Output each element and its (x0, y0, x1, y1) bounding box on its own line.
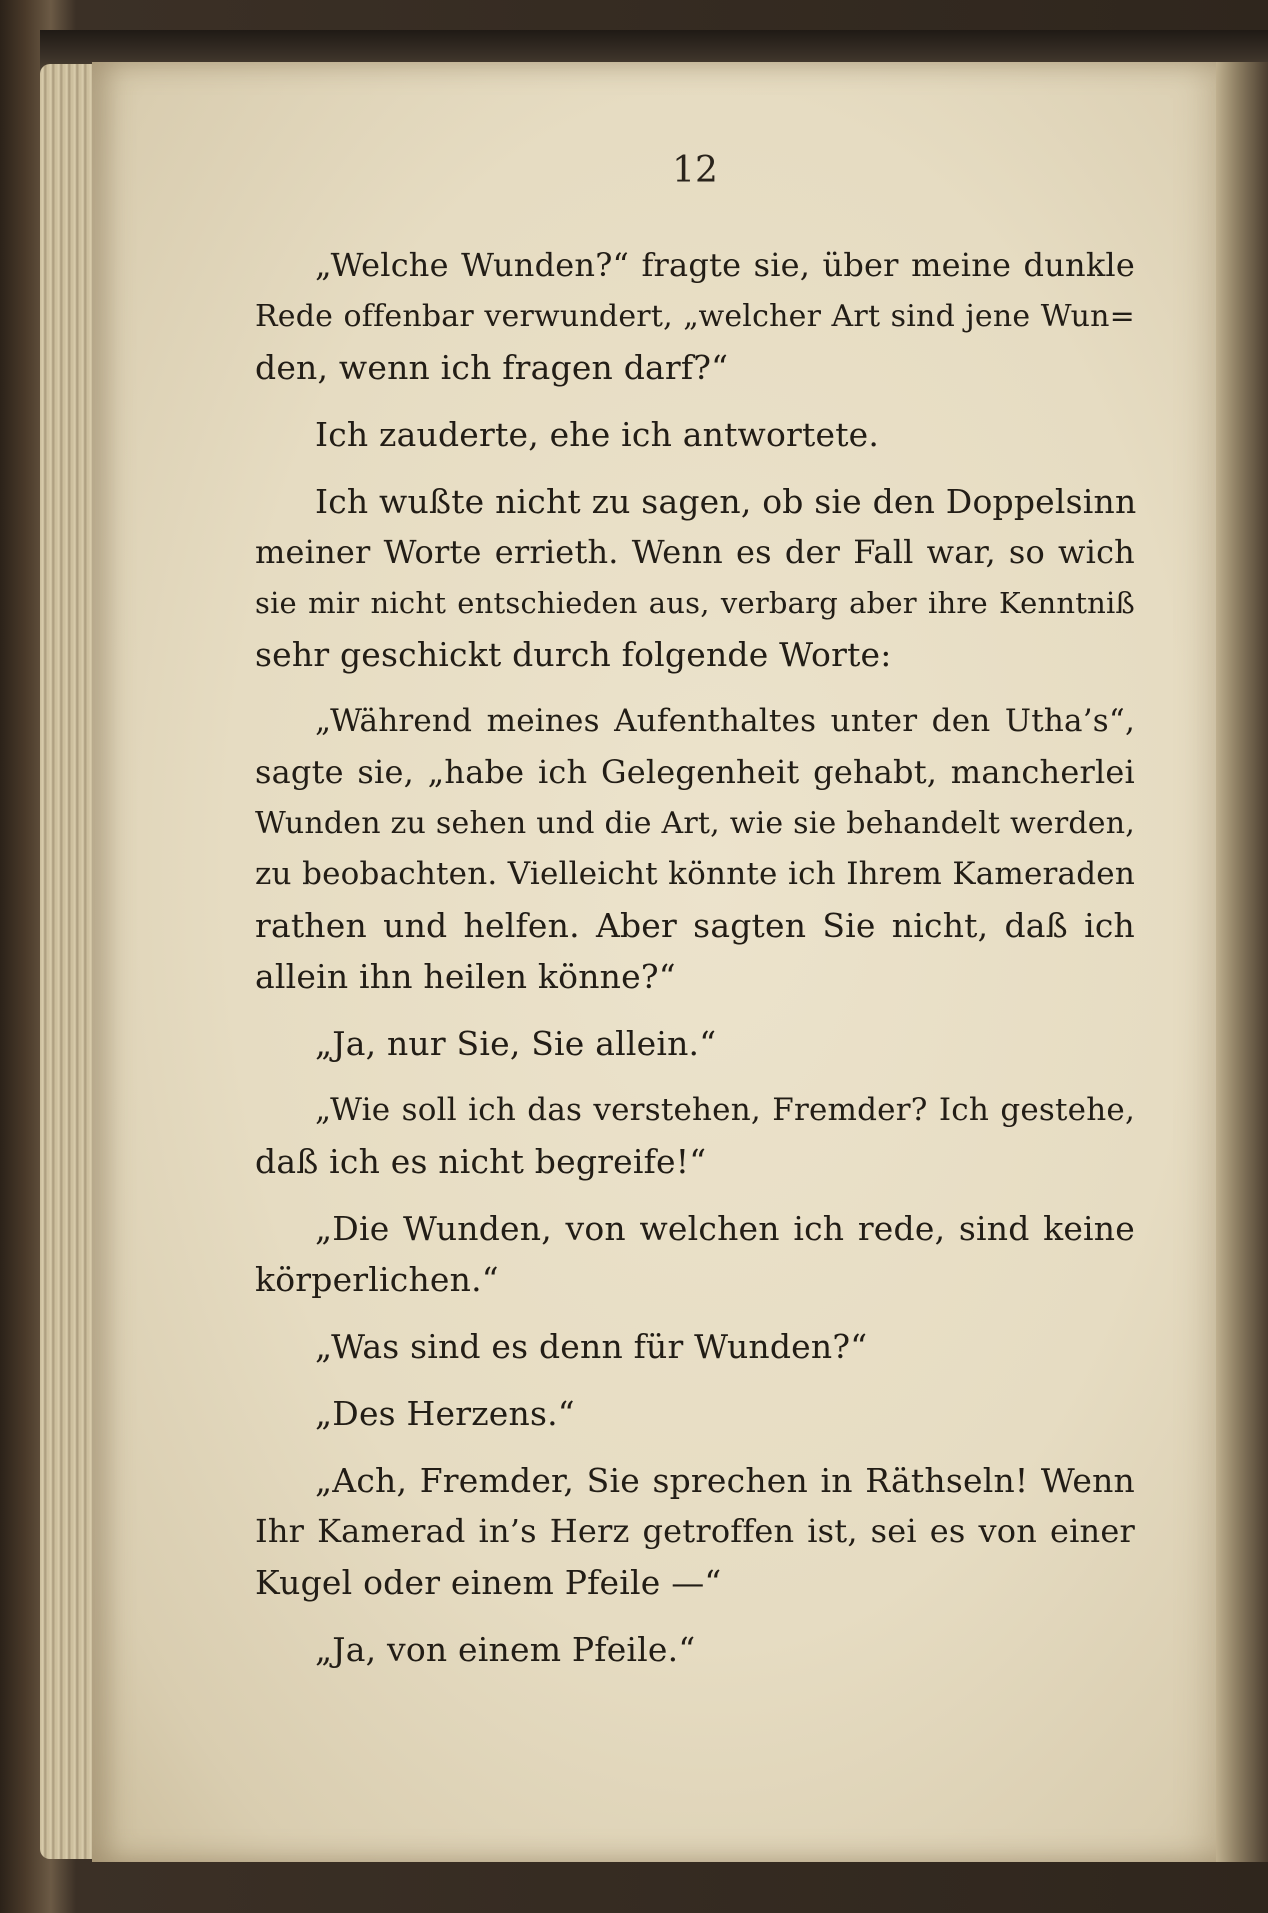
text-line: Rede offenbar verwundert, „welcher Art sind jene Wun= (255, 299, 1135, 334)
paragraph (255, 1018, 1135, 1069)
page-number: 12 (672, 150, 718, 191)
text-line: „Was sind es denn für Wunden?“ (315, 1327, 868, 1366)
text-line: „Ja, nur Sie, Sie allein.“ (315, 1024, 717, 1063)
text-line: Ihr Kamerad in’s Herz getroffen ist, sei es von einer (255, 1512, 1135, 1550)
text-line: Kugel oder einem Pfeile —“ (255, 1563, 722, 1602)
paragraph (255, 1321, 1135, 1372)
paragraph (255, 476, 1135, 680)
text-line: meiner Worte errieth. Wenn es der Fall war, so wich (255, 533, 1135, 571)
text-line: „Welche Wunden?“ fragte sie, über meine dunkle (315, 246, 1135, 284)
text-line: „Des Herzens.“ (315, 1394, 575, 1433)
text-line: körperlichen.“ (255, 1260, 499, 1299)
paragraph (255, 1624, 1135, 1675)
text-line: den, wenn ich fragen darf?“ (255, 348, 729, 387)
text-line: sehr geschickt durch folgende Worte: (255, 635, 892, 674)
paragraph (255, 696, 1135, 1002)
text-line: Ich zauderte, ehe ich antwortete. (315, 415, 880, 454)
paragraph (255, 1085, 1135, 1187)
text-line: „Die Wunden, von welchen ich rede, sind keine (315, 1209, 1135, 1248)
paragraph (255, 240, 1135, 393)
paragraph (255, 1455, 1135, 1608)
page-text (255, 240, 1135, 1675)
text-line: zu beobachten. Vielleicht könnte ich Ihrem Kameraden (255, 856, 1135, 892)
text-line: sagte sie, „habe ich Gelegenheit gehabt, mancherlei (255, 753, 1135, 791)
paragraph (255, 1203, 1135, 1305)
text-line: „Wie soll ich das verstehen, Fremder? Ich gestehe, (315, 1092, 1135, 1128)
paragraph (255, 409, 1135, 460)
text-line: „Ach, Fremder, Sie sprechen in Räthseln! Wenn (315, 1461, 1135, 1500)
text-line: „Während meines Aufenthaltes unter den Utha’s“, (315, 703, 1135, 739)
text-line: rathen und helfen. Aber sagten Sie nicht, daß ich (255, 906, 1135, 945)
text-line: sie mir nicht entschieden aus, verbarg aber ihre Kenntniß (255, 586, 1135, 620)
text-line: Wunden zu sehen und die Art, wie sie behandelt werden, (255, 806, 1135, 841)
text-line: „Ja, von einem Pfeile.“ (315, 1630, 696, 1669)
paragraph (255, 1388, 1135, 1439)
spine-shadow (1216, 62, 1268, 1862)
text-line: Ich wußte nicht zu sagen, ob sie den Doppelsinn (315, 482, 1137, 521)
text-line: allein ihn heilen könne?“ (255, 957, 676, 996)
text-line: daß ich es nicht begreife!“ (255, 1142, 707, 1181)
